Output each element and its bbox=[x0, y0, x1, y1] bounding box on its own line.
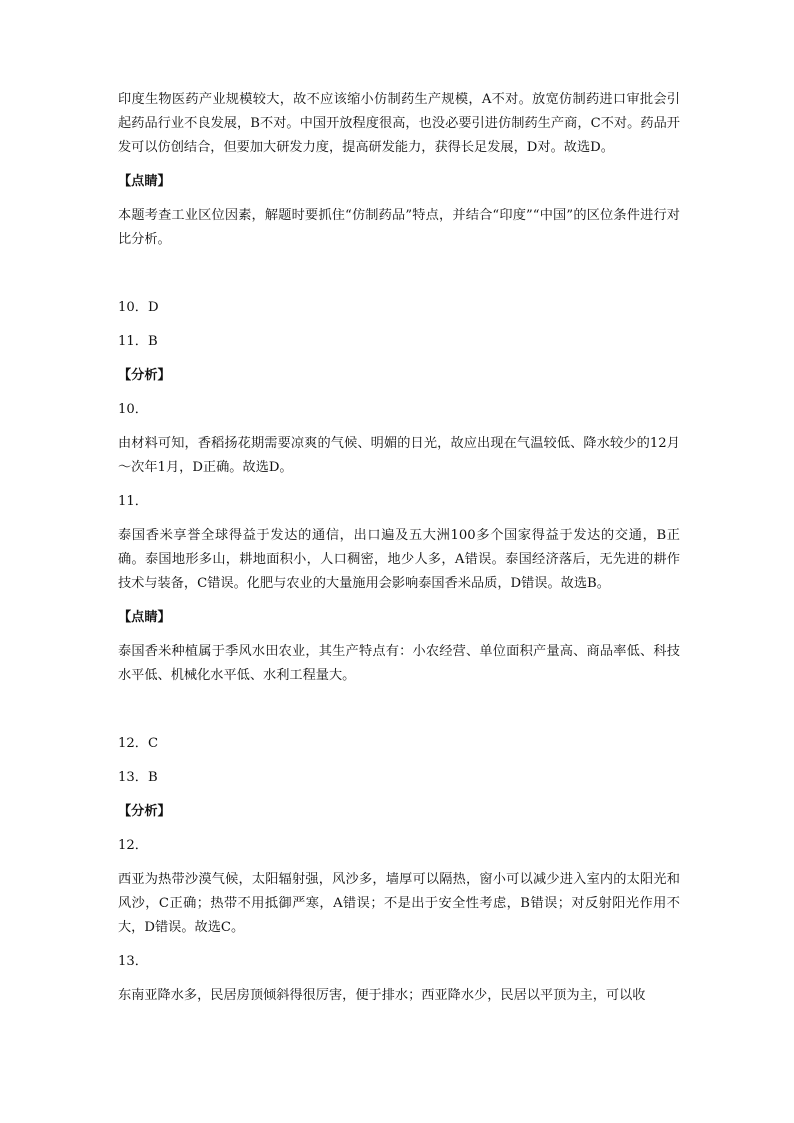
explanation-paragraph: 印度生物医药产业规模较大，故不应该缩小仿制药生产规模，A不对。放宽仿制药进口审批会引起药品行业不良发展，B不对。中国开放程度很高，也没必要引进仿制药生产商，C不对。药品开发可以仿创结合，但要加大研发力度，提高研发能力，获得长足发展，D对。故选D。 bbox=[118, 92, 680, 155]
section-heading-dianjing: 【点睛】 bbox=[118, 174, 171, 189]
spacer bbox=[118, 698, 680, 732]
analysis-11-paragraph: 泰国香米享誉全球得益于发达的通信，出口遍及五大洲100多个国家得益于发达的交通，B正确。泰国地形多山，耕地面积小，人口稠密，地少人多，A错误。泰国经济落后，无先进的耕作技术与装备，C错误。化肥与农业的大量施用会影响泰国香米品质，D错误。故选B。 bbox=[118, 528, 680, 591]
section-heading-fenxi: 【分析】 bbox=[118, 368, 171, 383]
analysis-10-paragraph: 由材料可知，香稻扬花期需要凉爽的气候、明媚的日光，故应出现在气温较低、降水较少的12月～次年1月，D正确。故选D。 bbox=[118, 436, 680, 475]
analysis-13-paragraph: 东南亚降水多，民居房顶倾斜得很厉害，便于排水；西亚降水少，民居以平顶为主，可以收 bbox=[118, 988, 646, 1003]
question-number-10: 10． bbox=[118, 402, 148, 417]
question-number-12: 12． bbox=[118, 838, 148, 853]
question-number-13: 13． bbox=[118, 954, 148, 969]
question-number-11: 11． bbox=[118, 494, 148, 509]
answer-11: 11．B bbox=[118, 334, 158, 349]
dianjing-paragraph: 泰国香米种植属于季风水田农业，其生产特点有：小农经营、单位面积产量高、商品率低、科技水平低、机械化水平低、水利工程量大。 bbox=[118, 644, 680, 683]
section-heading-fenxi: 【分析】 bbox=[118, 804, 171, 819]
spacer bbox=[118, 262, 680, 296]
section-heading-dianjing: 【点睛】 bbox=[118, 610, 171, 625]
document-page bbox=[118, 88, 680, 1018]
analysis-12-paragraph: 西亚为热带沙漠气候，太阳辐射强，风沙多，墙厚可以隔热，窗小可以减少进入室内的太阳光和风沙，C正确；热带不用抵御严寒，A错误；不是出于安全性考虑，B错误；对反射阳光作用不大，D错误。故选C。 bbox=[118, 872, 680, 935]
dianjing-paragraph: 本题考查工业区位因素，解题时要抓住“仿制药品”特点，并结合“印度”“中国”的区位条件进行对比分析。 bbox=[118, 208, 680, 247]
answer-12: 12．C bbox=[118, 736, 159, 751]
answer-10: 10．D bbox=[118, 300, 159, 315]
answer-13: 13．B bbox=[118, 770, 158, 785]
